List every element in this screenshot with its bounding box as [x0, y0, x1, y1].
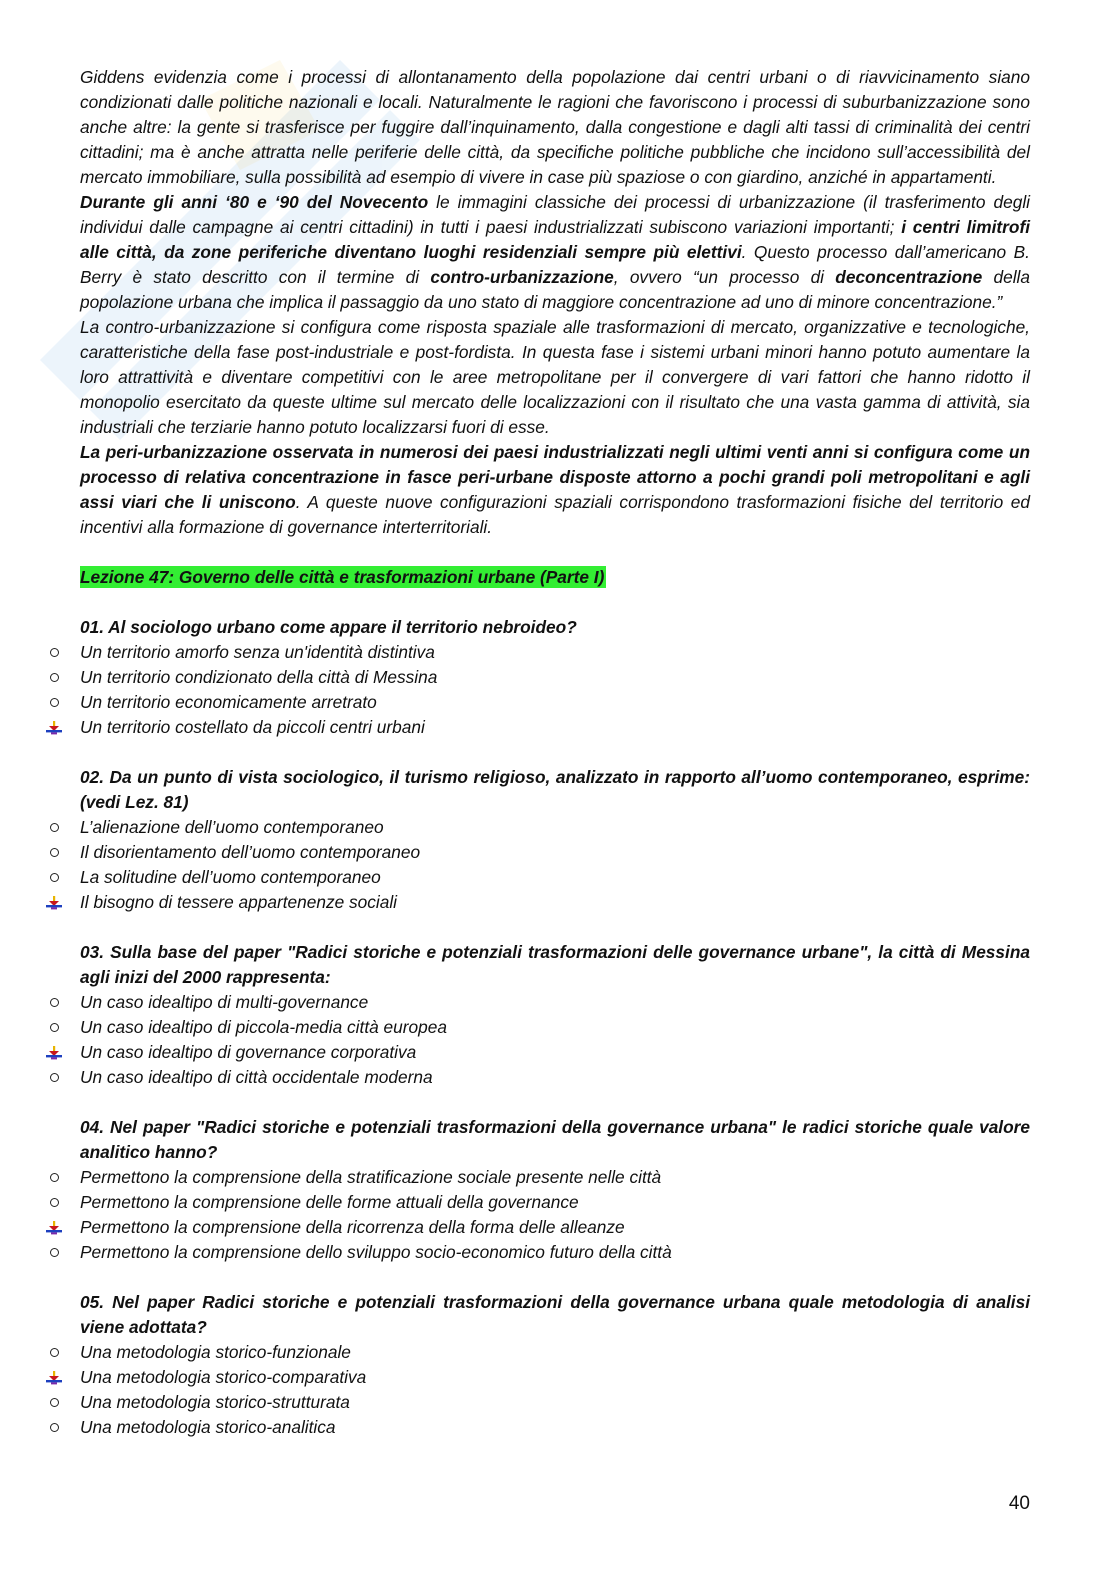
correct-answer-option: [80, 1365, 1030, 1390]
question-list: [80, 615, 1030, 1440]
question-text: 03. Sulla base del paper "Radici storiche e potenziali trasformazioni delle governance urbane", la città di Messina agli inizi del 2000 rappresenta:: [80, 942, 1030, 987]
paragraph-contro-urbanizzazione: [80, 190, 1030, 315]
correct-arrow-icon: [46, 715, 62, 740]
answer-option: [80, 840, 1030, 865]
answer-option: [80, 1340, 1030, 1365]
circle-bullet-icon: [46, 1190, 62, 1215]
bold-span: deconcentrazione: [835, 267, 983, 287]
lesson-heading: [80, 565, 1030, 590]
circle-shape: [50, 1173, 59, 1182]
circle-bullet-icon: [46, 865, 62, 890]
question-block: [80, 765, 1030, 915]
question-text: 04. Nel paper "Radici storiche e potenziali trasformazioni della governance urbana" le radici storiche quale valore analitico hanno?: [80, 1117, 1030, 1162]
circle-shape: [50, 1198, 59, 1207]
text-span: , ovvero “un processo di: [613, 267, 836, 287]
document-page: [80, 65, 1030, 1465]
answer-option: [80, 1415, 1030, 1440]
lesson-title: Lezione 47: Governo delle città e trasformazioni urbane (Parte I): [80, 567, 605, 587]
correct-arrow-icon: [46, 890, 62, 915]
answer-option: [80, 1065, 1030, 1090]
bold-span: Durante gli anni ‘80 e ‘90 del Novecento: [80, 192, 429, 212]
circle-shape: [50, 1248, 59, 1257]
option-text: Permettono la comprensione della ricorrenza della forma delle alleanze: [80, 1217, 625, 1237]
option-text: Permettono la comprensione dello sviluppo socio-economico futuro della città: [80, 1242, 672, 1262]
option-text: Un territorio condizionato della città di Messina: [80, 667, 438, 687]
question-block: [80, 1290, 1030, 1440]
text-span: . Questo processo dall’americano B. Berry è stato descritto con il termine di: [80, 242, 1030, 287]
text-span: . A queste nuove configurazioni spaziali corrispondono trasformazioni fisiche del territorio ed incentivi alla formazione di governance interterritoriali.: [80, 492, 1031, 537]
option-text: Un territorio amorfo senza un'identità distintiva: [80, 642, 435, 662]
circle-bullet-icon: [46, 1415, 62, 1440]
option-text: Una metodologia storico-funzionale: [80, 1342, 351, 1362]
question-block: [80, 1115, 1030, 1265]
question-block: [80, 615, 1030, 740]
correct-answer-option: [80, 1215, 1030, 1240]
circle-bullet-icon: [46, 640, 62, 665]
bold-span: La peri-urbanizzazione osservata in numerosi dei paesi industrializzati negli ultimi venti anni si configura come un processo di relativa concentrazione in fasce peri-urbane disposte attorno a pochi grandi poli metropolitani e agli assi viari che li uniscono: [80, 442, 1030, 512]
question-text: 05. Nel paper Radici storiche e potenziali trasformazioni della governance urbana quale metodologia di analisi viene adottata?: [80, 1292, 1030, 1337]
option-list: [80, 1340, 1030, 1440]
correct-answer-option: [80, 1040, 1030, 1065]
circle-shape: [50, 1073, 59, 1082]
option-text: Una metodologia storico-comparativa: [80, 1367, 367, 1387]
option-text: Permettono la comprensione delle forme attuali della governance: [80, 1192, 579, 1212]
option-text: Un territorio economicamente arretrato: [80, 692, 377, 712]
option-list: [80, 640, 1030, 740]
circle-shape: [50, 698, 59, 707]
option-text: Una metodologia storico-analitica: [80, 1417, 336, 1437]
answer-option: [80, 990, 1030, 1015]
question-text: 01. Al sociologo urbano come appare il territorio nebroideo?: [80, 617, 577, 637]
circle-shape: [50, 1023, 59, 1032]
correct-arrow-icon: [46, 1365, 62, 1390]
answer-option: [80, 1190, 1030, 1215]
correct-arrow-icon: [46, 1040, 62, 1065]
circle-shape: [50, 873, 59, 882]
answer-option: [80, 1165, 1030, 1190]
bold-span: contro-urbanizzazione: [430, 267, 614, 287]
question-block: [80, 940, 1030, 1090]
circle-bullet-icon: [46, 1015, 62, 1040]
option-text: Il bisogno di tessere appartenenze sociali: [80, 892, 398, 912]
option-text: Un caso idealtipo di piccola-media città europea: [80, 1017, 447, 1037]
correct-arrow-icon: [46, 1215, 62, 1240]
paragraph-giddens: Giddens evidenzia come i processi di allontanamento della popolazione dai centri urbani o di riavvicinamento siano condizionati dalle politiche nazionali e locali. Naturalmente le ragioni che favoriscono i processi di suburbanizzazione sono anche altre: la gente si trasferisce per fuggire dall’inquinamento, dalla congestione e dagli alti tassi di criminalità dei centri cittadini; ma è anche attratta nelle periferie delle città, da specifiche politiche pubbliche che incidono sull’accessibilità del mercato immobiliare, sulla possibilità ad esempio di vivere in case più spaziose o con giardino, anziché in appartamenti.: [80, 67, 1030, 187]
circle-bullet-icon: [46, 1165, 62, 1190]
paragraph-peri-urbanizzazione: [80, 440, 1030, 540]
option-list: [80, 1165, 1030, 1265]
circle-bullet-icon: [46, 840, 62, 865]
circle-bullet-icon: [46, 1340, 62, 1365]
answer-option: [80, 640, 1030, 665]
option-list: [80, 990, 1030, 1090]
answer-option: [80, 1015, 1030, 1040]
circle-bullet-icon: [46, 990, 62, 1015]
option-text: L’alienazione dell’uomo contemporaneo: [80, 817, 384, 837]
option-text: Permettono la comprensione della stratificazione sociale presente nelle città: [80, 1167, 662, 1187]
answer-option: [80, 1390, 1030, 1415]
text-span: le immagini classiche dei processi di urbanizzazione (il trasferimento degli individui dalle campagne ai centri cittadini) in tutti i paesi industrializzati subiscono variazioni importanti;: [80, 192, 1030, 237]
bold-span: i centri limitrofi alle città, da zone periferiche diventano luoghi residenziali sempre più elettivi: [80, 217, 1030, 262]
circle-shape: [50, 1423, 59, 1432]
circle-shape: [50, 823, 59, 832]
circle-shape: [50, 1348, 59, 1357]
option-text: Un territorio costellato da piccoli centri urbani: [80, 717, 425, 737]
circle-bullet-icon: [46, 1240, 62, 1265]
answer-option: [80, 865, 1030, 890]
option-text: Un caso idealtipo di città occidentale moderna: [80, 1067, 433, 1087]
answer-option: [80, 1240, 1030, 1265]
circle-shape: [50, 1398, 59, 1407]
option-text: La solitudine dell’uomo contemporaneo: [80, 867, 381, 887]
circle-shape: [50, 998, 59, 1007]
circle-shape: [50, 673, 59, 682]
page-number: 40: [1008, 1493, 1030, 1514]
answer-option: [80, 815, 1030, 840]
option-text: Un caso idealtipo di multi-governance: [80, 992, 369, 1012]
answer-option: [80, 690, 1030, 715]
option-text: Una metodologia storico-strutturata: [80, 1392, 350, 1412]
option-list: [80, 815, 1030, 915]
answer-option: [80, 665, 1030, 690]
circle-bullet-icon: [46, 690, 62, 715]
option-text: Un caso idealtipo di governance corporativa: [80, 1042, 417, 1062]
circle-shape: [50, 848, 59, 857]
circle-bullet-icon: [46, 665, 62, 690]
option-text: Il disorientamento dell’uomo contemporaneo: [80, 842, 421, 862]
correct-answer-option: [80, 715, 1030, 740]
question-text: 02. Da un punto di vista sociologico, il turismo religioso, analizzato in rapporto all’uomo contemporaneo, esprime: (vedi Lez. 81): [80, 767, 1030, 812]
correct-answer-option: [80, 890, 1030, 915]
circle-bullet-icon: [46, 1390, 62, 1415]
paragraph-risposta-spaziale: La contro-urbanizzazione si configura come risposta spaziale alle trasformazioni di mercato, organizzative e tecnologiche, caratteristiche della fase post-industriale e post-fordista. In questa fase i sistemi urbani minori hanno potuto aumentare la loro attrattività e diventare competitivi con le aree metropolitane per il convergere di vari fattori che hanno ridotto il monopolio esercitato da queste ultime sul mercato delle localizzazioni con il risultato che una vasta gamma di attività, sia industriali che terziarie hanno potuto localizzarsi fuori di esse.: [80, 317, 1030, 437]
text-span: della popolazione urbana che implica il passaggio da uno stato di maggiore concentrazione ad uno di minore concentrazione.”: [80, 267, 1030, 312]
circle-bullet-icon: [46, 1065, 62, 1090]
circle-bullet-icon: [46, 815, 62, 840]
circle-shape: [50, 648, 59, 657]
